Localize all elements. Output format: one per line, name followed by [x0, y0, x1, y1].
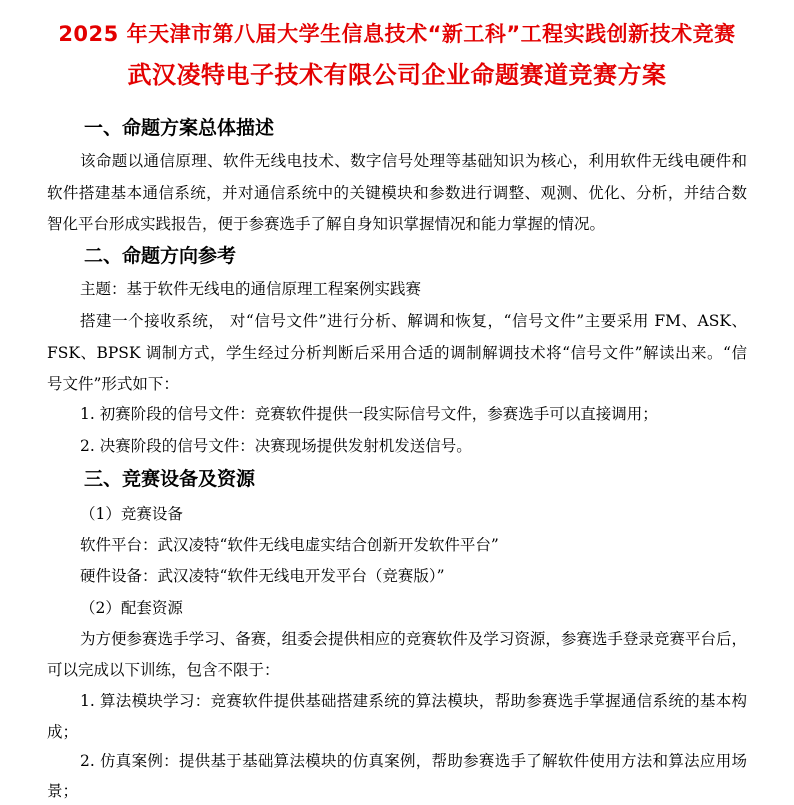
section2-list-item: 1. 初赛阶段的信号文件：竞赛软件提供一段实际信号文件，参赛选手可以直接调用； — [80, 405, 658, 423]
section1-para-line: 软件搭建基本通信系统，并对通信系统中的关键模块和参数进行调整、观测、优化、分析，并结合数 — [47, 184, 747, 202]
section3-list-item-continuation: 成； — [47, 723, 79, 741]
software-platform-line: 软件平台：武汉凌特“软件无线电虚实结合创新开发软件平台” — [80, 536, 499, 554]
section1-para-line: 该命题以通信原理、软件无线电技术、数字信号处理等基础知识为核心，利用软件无线电硬件和 — [80, 152, 747, 170]
section3-para-line: 可以完成以下训练，包含不限于： — [47, 661, 280, 679]
section2-para-line: FSK、BPSK 调制方式，学生经过分析判断后采用合适的调制解调技术将“信号文件”解读出来。“信 — [47, 344, 747, 362]
section3-list-item-continuation: 景； — [47, 782, 79, 800]
section3-para-line: 为方便参赛选手学习、备赛，组委会提供相应的竞赛软件及学习资源，参赛选手登录竞赛平台后， — [80, 630, 747, 648]
document-title-line2: 武汉凌特电子技术有限公司企业命题赛道竞赛方案 — [127, 61, 667, 89]
section1-heading: 一、命题方案总体描述 — [84, 117, 275, 139]
section3-subheading-equipment: （1）竞赛设备 — [80, 505, 183, 523]
section2-theme: 主题：基于软件无线电的通信原理工程案例实践赛 — [80, 280, 422, 298]
section3-heading: 三、竞赛设备及资源 — [84, 468, 256, 490]
section2-para-line: 号文件”形式如下： — [47, 375, 179, 393]
section1-para-line: 智化平台形成实践报告，便于参赛选手了解自身知识掌握情况和能力掌握的情况。 — [47, 215, 606, 233]
section2-list-item: 2. 决赛阶段的信号文件：决赛现场提供发射机发送信号。 — [80, 437, 472, 455]
hardware-device-line: 硬件设备：武汉凌特“软件无线电开发平台（竞赛版）” — [80, 567, 445, 585]
section3-list-item: 2. 仿真案例：提供基于基础算法模块的仿真案例，帮助参赛选手了解软件使用方法和算法应用场 — [80, 752, 747, 770]
section3-subheading-resources: （2）配套资源 — [80, 599, 183, 617]
document-title-line1: 2025 年天津市第八届大学生信息技术“新工科”工程实践创新技术竞赛 — [58, 22, 736, 46]
section2-para-line: 搭建一个接收系统， 对“信号文件”进行分析、解调和恢复，“信号文件”主要采用 FM、ASK、 — [80, 312, 747, 330]
section2-heading: 二、命题方向参考 — [84, 245, 237, 267]
section3-list-item: 1. 算法模块学习：竞赛软件提供基础搭建系统的算法模块，帮助参赛选手掌握通信系统的基本构 — [80, 692, 747, 710]
